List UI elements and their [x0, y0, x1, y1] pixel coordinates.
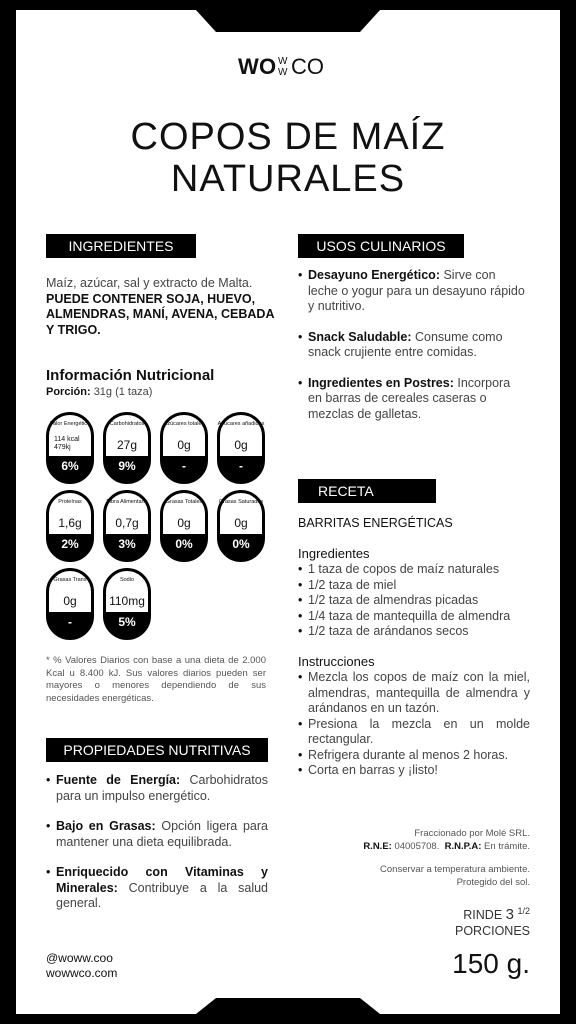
badge-label: Carbohidratos	[109, 421, 145, 427]
badge-percent: 5%	[118, 615, 136, 629]
badge-label: Grasas Trans	[53, 577, 87, 583]
nutrition-badge	[103, 412, 151, 484]
badge-percent: 3%	[118, 537, 136, 551]
list-item: • Presiona la mezcla en un molde rectangular.	[298, 717, 530, 748]
badge-label: Valor Energético	[49, 421, 91, 427]
badge-label: Azúcares añadidos	[217, 421, 265, 427]
svg-text:W: W	[278, 56, 288, 67]
badge-percent: -	[68, 615, 72, 629]
nutrition-badge	[46, 490, 94, 562]
recipe-name: BARRITAS ENERGÉTICAS	[298, 516, 453, 530]
portion-info	[46, 385, 152, 401]
ingredients-main: Maíz, azúcar, sal y extracto de Malta.	[46, 276, 253, 290]
badge-label: Proteínas	[58, 499, 82, 505]
list-item: • Enriquecido con Vitaminas y Minerales: Contribuye a la salud general.	[46, 865, 268, 912]
storage-info: Conservar a temperatura ambiente. Protegido del sol.	[380, 864, 530, 888]
badge-label: Fibra Alimentaria	[106, 499, 148, 505]
nutrition-badge	[46, 568, 94, 640]
yield-unit: PORCIONES	[454, 924, 530, 939]
recipe-instructions-list	[298, 670, 530, 779]
list-item: • Mezcla los copos de maíz con la miel, almendras, mantequilla de almendra y arándanos en un tazón.	[298, 670, 530, 717]
svg-text:O: O	[259, 54, 277, 78]
badge-percent: -	[182, 459, 186, 473]
yield-fraction: 1/2	[517, 906, 530, 916]
svg-text:W: W	[238, 54, 259, 78]
recipe-label: RECETA	[298, 479, 436, 503]
badge-value: 114 kcal 479kj	[54, 436, 80, 451]
properties-list	[46, 773, 268, 912]
nutrition-badge	[160, 412, 208, 484]
ingredients-label: INGREDIENTES	[46, 234, 196, 258]
badge-value: 27g	[116, 438, 138, 452]
wowwco-logo-icon	[238, 52, 338, 78]
portion-label: Porción:	[46, 386, 91, 398]
registrations: R.N.E: 04005708. R.N.P.A: En trámite.	[363, 841, 530, 852]
list-item: • 1 taza de copos de maíz naturales	[298, 562, 530, 578]
badge-value: 0,7g	[115, 516, 139, 530]
badge-percent: 6%	[61, 459, 79, 473]
recipe-instructions-heading: Instrucciones	[298, 654, 375, 669]
list-item: • 1/2 taza de almendras picadas	[298, 593, 530, 609]
list-item: • Bajo en Grasas: Opción ligera para mantener una dieta equilibrada.	[46, 819, 268, 850]
badge-value: 110mg	[109, 594, 145, 608]
badge-label: Sodio	[119, 577, 135, 583]
list-item: • Desayuno Energético: Sirve con leche o yogur para un desayuno rápido y nutritivo.	[298, 268, 526, 315]
recipe-ingredients-list	[298, 562, 530, 640]
badge-percent: 2%	[61, 537, 79, 551]
nutrition-badge	[217, 490, 265, 562]
nutrition-badge	[217, 412, 265, 484]
legal-info	[363, 827, 530, 853]
list-item: • 1/2 taza de arándanos secos	[298, 624, 530, 640]
list-item: • Refrigera durante al menos 2 horas.	[298, 748, 530, 764]
nutrition-badge	[103, 490, 151, 562]
badge-value: 0g	[63, 594, 77, 608]
list-item: • Snack Saludable: Consume como snack crujiente entre comidas.	[298, 330, 526, 361]
fractionated-by: Fraccionado por Molé SRL.	[414, 828, 530, 839]
svg-text:CO: CO	[291, 54, 324, 78]
badge-percent: 9%	[118, 459, 136, 473]
properties-label: PROPIEDADES NUTRITIVAS	[46, 738, 268, 762]
list-item: • Ingredientes en Postres: Incorpora en barras de cereales caseras o mezclas de galletas.	[298, 376, 526, 423]
recipe-ingredients-heading: Ingredientes	[298, 546, 370, 561]
nutrition-badge	[46, 412, 94, 484]
title-line-1: COPOS DE MAÍZ	[130, 116, 446, 158]
net-weight: 150 g.	[452, 948, 530, 979]
svg-text:W: W	[278, 67, 288, 78]
list-item: • 1/4 taza de mantequilla de almendra	[298, 609, 530, 625]
badge-label: Grasas Saturadas	[218, 499, 264, 505]
badge-value: 1,6g	[58, 516, 82, 530]
allergen-warning: PUEDE CONTENER SOJA, HUEVO, ALMENDRAS, MANÍ, AVENA, CEBADA Y TRIGO.	[46, 291, 275, 337]
badge-percent: -	[239, 459, 243, 473]
nutrition-badge	[160, 490, 208, 562]
website: wowwco.com	[46, 966, 118, 980]
badge-label: Azúcares totales	[163, 421, 205, 427]
nutrition-badge	[103, 568, 151, 640]
list-item: • Fuente de Energía: Carbohidratos para un impulso energético.	[46, 773, 268, 804]
yield-prefix: RINDE	[463, 908, 503, 923]
title-line-2: NATURALES	[170, 158, 406, 200]
badge-value: 0g	[177, 516, 191, 530]
yield-number: 3	[505, 906, 514, 924]
ingredients-text	[46, 276, 276, 338]
badge-percent: 0%	[232, 537, 250, 551]
nutrition-footnote: * % Valores Diarios con base a una dieta de 2.000 Kcal u 8.400 kJ. Sus valores diarios pueden ser mayores o menores dependiendo de sus necesidades energéticas.	[46, 655, 266, 704]
badge-percent: 0%	[175, 537, 193, 551]
list-item: • 1/2 taza de miel	[298, 578, 530, 594]
yield-info	[455, 903, 530, 939]
badge-value: 0g	[234, 516, 248, 530]
social-handle: @woww.coo	[46, 951, 113, 965]
uses-list	[298, 268, 526, 422]
portion-value: 31g (1 taza)	[93, 386, 153, 398]
badge-label: Grasas Totales	[165, 499, 203, 505]
list-item: • Corta en barras y ¡listo!	[298, 763, 530, 779]
product-title	[0, 116, 576, 200]
badge-value: 0g	[177, 438, 191, 452]
uses-label: USOS CULINARIOS	[298, 234, 464, 258]
nutrition-heading: Información Nutricional	[46, 367, 215, 384]
badge-value: 0g	[234, 438, 248, 452]
brand-logo	[0, 52, 576, 83]
